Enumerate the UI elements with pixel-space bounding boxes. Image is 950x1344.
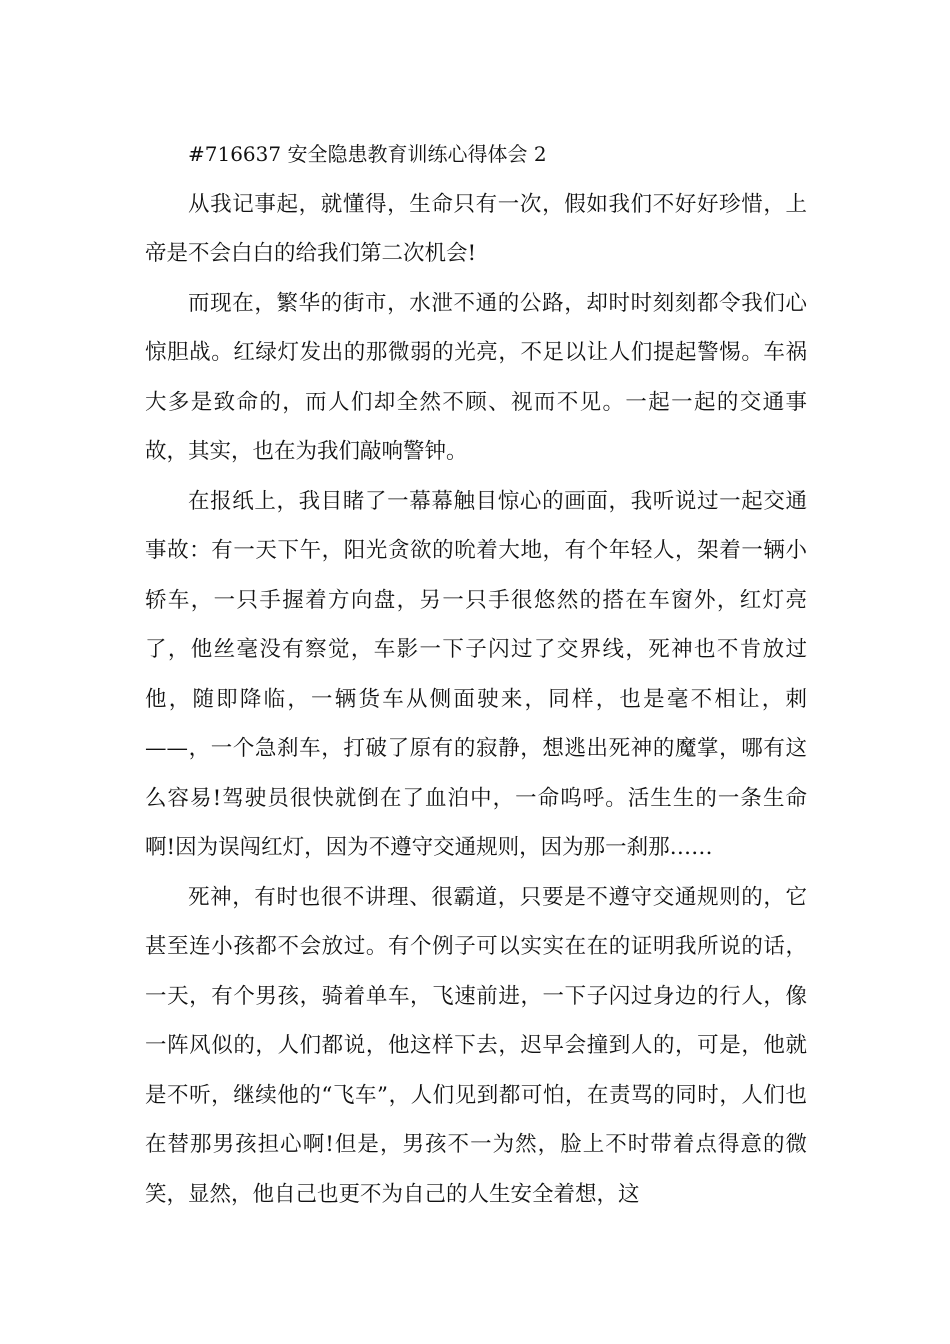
paragraph-1: 从我记事起，就懂得，生命只有一次，假如我们不好好珍惜，上帝是不会白白的给我们第二次机会! (145, 191, 807, 266)
document-title: #716637 安全隐患教育训练心得体会 2 (188, 142, 547, 166)
paragraph-3: 在报纸上，我目睹了一幕幕触目惊心的画面，我听说过一起交通事故：有一天下午，阳光贪欲的吮着大地，有个年轻人，架着一辆小轿车，一只手握着方向盘，另一只手很悠然的搭在车窗外，红灯亮了，他丝毫没有察觉，车影一下子闪过了交界线，死神也不肯放过他，随即降临，一辆货车从侧面驶来，同样，也是毫不相让，刺——，一个急刹车，打破了原有的寂静，想逃出死神的魔掌，哪有这么容易!驾驶员很快就倒在了血泊中，一命呜呼。活生生的一条生命啊!因为误闯红灯，因为不遵守交通规则，因为那一刹那…… (145, 488, 807, 860)
paragraph-4: 死神，有时也很不讲理、很霸道，只要是不遵守交通规则的，它甚至连小孩都不会放过。有个例子可以实实在在的证明我所说的话，一天，有个男孩，骑着单车，飞速前进，一下子闪过身边的行人，像一阵风似的，人们都说，他这样下去，迟早会撞到人的，可是，他就是不听，继续他的“飞车”，人们见到都可怕，在责骂的同时，人们也在替那男孩担心啊!但是，男孩不一为然，脸上不时带着点得意的微笑，显然，他自己也更不为自己的人生安全着想，这 (145, 884, 807, 1207)
paragraph-2: 而现在，繁华的街市，水泄不通的公路，却时时刻刻都令我们心惊胆战。红绿灯发出的那微弱的光亮，不足以让人们提起警惕。车祸大多是致命的，而人们却全然不顾、视而不见。一起一起的交通事故，其实，也在为我们敲响警钟。 (145, 290, 807, 464)
document-body (145, 130, 807, 1219)
